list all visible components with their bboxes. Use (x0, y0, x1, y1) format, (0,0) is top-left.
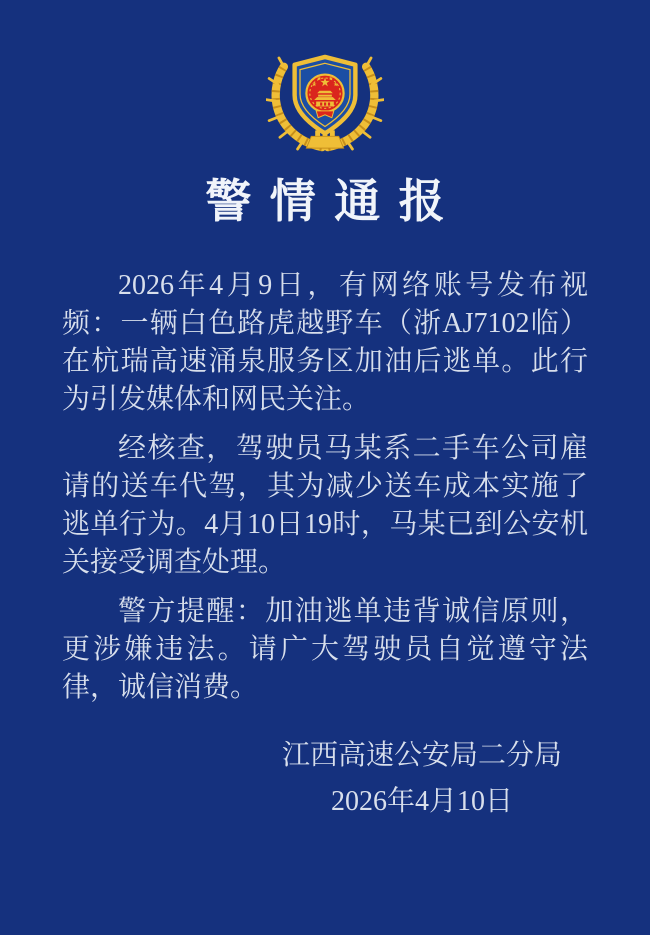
signature-date: 2026年4月10日 (330, 786, 513, 818)
signature-organization: 江西高速公安局二分局 (281, 740, 562, 772)
paragraph-2: 经核查，驾驶员马某系二手车公司雇请的送车代驾，其为减少送车成本实施了逃单行为。4月10日19时，马某已到公安机关接受调查处理。 (62, 433, 588, 579)
signature-block (282, 737, 562, 821)
notice-body (62, 267, 588, 707)
paragraph-1: 2026年4月9日，有网络账号发布视频：一辆白色路虎越野车（浙AJ7102临）在杭瑞高速涌泉服务区加油后逃单。此行为引发媒体和网民关注。 (62, 270, 588, 416)
paragraph-3: 警方提醒：加油逃单违背诚信原则，更涉嫌违法。请广大驾驶员自觉遵守法律，诚信消费。 (62, 596, 588, 704)
police-badge-icon (266, 54, 384, 152)
tiananmen-gate (314, 91, 336, 107)
great-wall-base (306, 130, 343, 148)
notice-title: 警情通报 (205, 176, 463, 227)
